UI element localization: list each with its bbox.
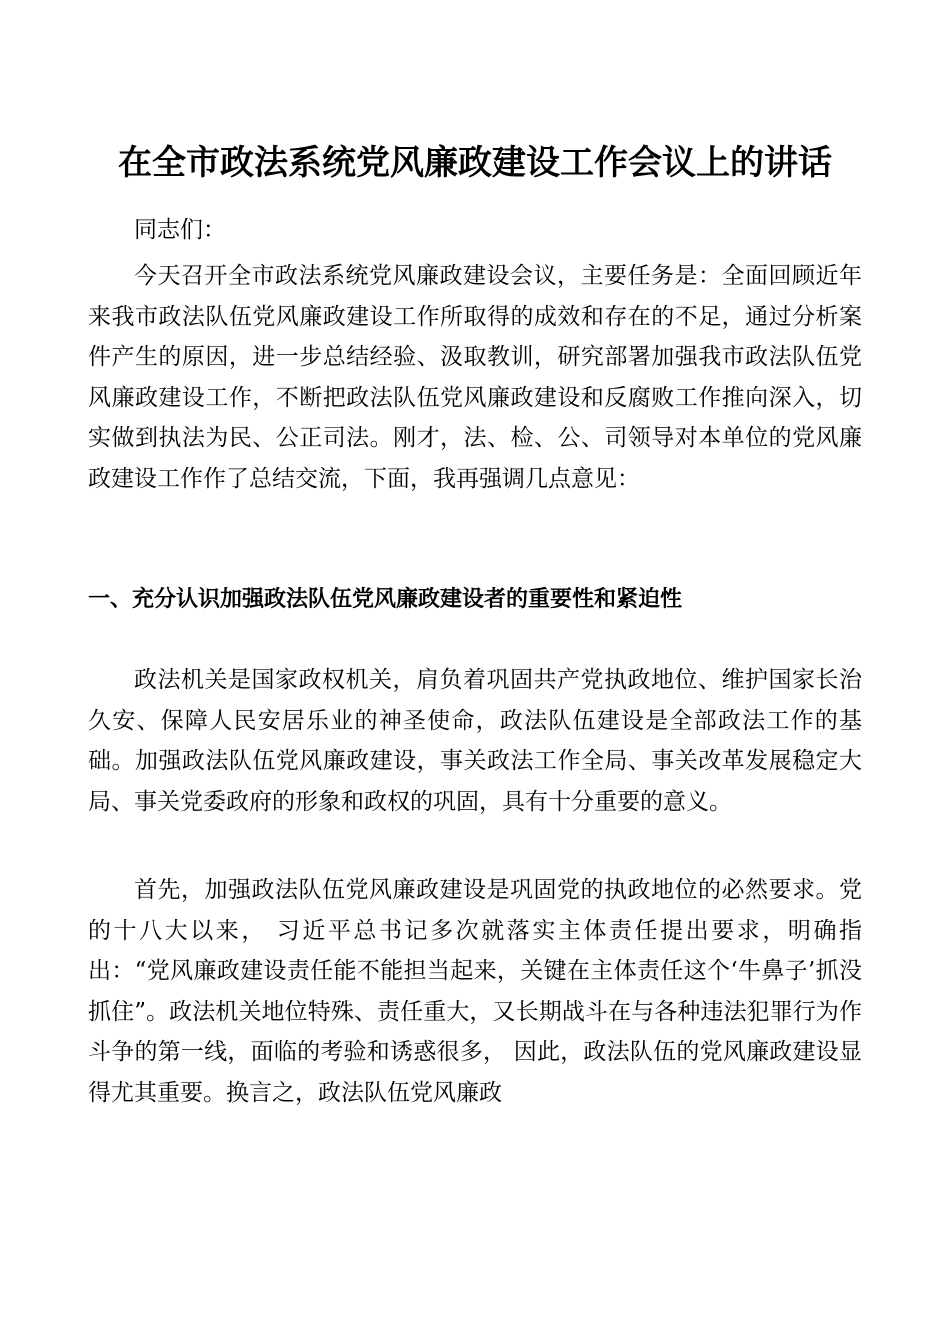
paragraph-intro: 今天召开全市政法系统党风廉政建设会议，主要任务是：全面回顾近年来我市政法队伍党风廉政建设工作所取得的成效和存在的不足，通过分析案件产生的原因，进一步总结经验、汲取教训，研究部署加强我市政法队伍党风廉政建设工作，不断把政法队伍党风廉政建设和反腐败工作推向深入，切实做到执法为民、公正司法。刚才，法、检、公、司领导对本单位的党风廉政建设工作作了总结交流，下面，我再强调几点意见： xyxy=(88,263,862,492)
document-title: 在全市政法系统党风廉政建设工作会议上的讲话 xyxy=(118,143,832,183)
paragraph-body-2: 首先，加强政法队伍党风廉政建设是巩固党的执政地位的必然要求。党的十八大以来， 习近平总书记多次就落实主体责任提出要求，明确指出：“党风廉政建设责任能不能担当起来，关键在主体责任这个‘牛鼻子’抓没抓住”。政法机关地位特殊、责任重大，又长期战斗在与各种违法犯罪行为作斗争的第一线，面临的考验和诱惑很多， 因此，政法队伍的党风廉政建设显得尤其重要。换言之，政法队伍党风廉政 xyxy=(88,877,862,1106)
paragraph-body-1: 政法机关是国家政权机关，肩负着巩固共产党执政地位、维护国家长治久安、保障人民安居乐业的神圣使命，政法队伍建设是全部政法工作的基础。加强政法队伍党风廉政建设，事关政法工作全局、事关改革发展稳定大局、事关党委政府的形象和政权的巩固，具有十分重要的意义。 xyxy=(88,667,862,815)
salutation: 同志们： xyxy=(134,217,226,243)
section-heading-1: 一、充分认识加强政法队伍党风廉政建设者的重要性和紧迫性 xyxy=(88,587,683,612)
